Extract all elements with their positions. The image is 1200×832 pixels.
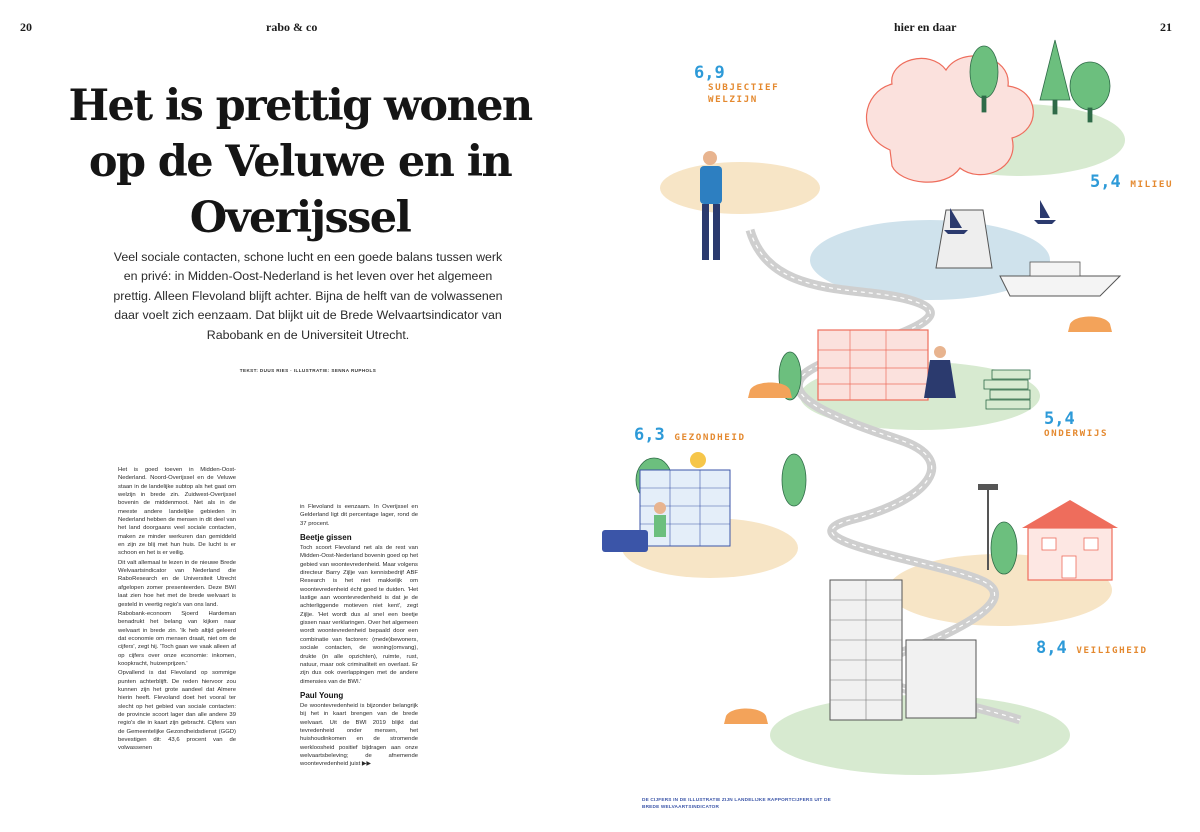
score-label-subjectief-welzijn bbox=[694, 64, 808, 106]
article-column-1 bbox=[118, 466, 236, 754]
body-paragraph: Dit valt allemaal te lezen in de nieuwe Brede Welvaartsindicator van Nederland die RaboResearch en de Universiteit Utrecht afgelopen zomer presenteerden. Deze BWI laat zien hoe het met de brede welvaart is gesteld in veertig regio's van ons land. bbox=[118, 559, 236, 608]
score-value: 6,9 bbox=[694, 63, 725, 83]
sun bbox=[690, 452, 706, 468]
camper-van bbox=[602, 530, 648, 552]
body-paragraph: in Flevoland is eenzaam. In Overijssel en Gelderland ligt dit percentage lager, rond de 37 procent. bbox=[300, 504, 418, 527]
car bbox=[724, 709, 768, 725]
subheading: Beetje gissen bbox=[300, 533, 352, 543]
body-paragraph: De woontevredenheid is bijzonder belangrijk bij het in kaart brengen van de brede welvaart. Uit de BWI 2019 blijkt dat tevredenheid onder mensen, het huishoudinkomen en de stromende werkloosheid positief bijdragen aan onze welvaartsbeleving; de afnemende woontevredenheid juist ▶▶ bbox=[300, 702, 418, 768]
car bbox=[1068, 317, 1112, 333]
school-building bbox=[818, 330, 928, 400]
article-credits: TEKST: DUUS RIES · ILLUSTRATIE: SENNA RUPHOLS bbox=[239, 368, 377, 373]
body-paragraph: Toch scoort Flevoland net als de rest van Midden-Oost-Nederland bovenin goed op het gebied van woontevredenheid. Maar volgens directeur Barry Zijlje van kennisbedrijf ABF Research is het niet makkelijk om woontevredenheid écht goed te duiden. 'Het lastige aan woontevredenheid is dat je de achterliggende motieven niet kent', zegt Zijlje. 'Het wordt dus al snel een beetje gissen naar verklaringen. Over het algemeen wordt woontevredenheid bepaald door een combinatie van factoren: (mede)bewoners, sociale contacten, de woning(omvang), drukte (in alle opzichten), ruimte, rust, natuur, maar ook criminaliteit en overlast. Er zijn dus ook overlappingen met de andere dimensies van de BWI.' bbox=[300, 545, 418, 685]
person bbox=[654, 502, 666, 537]
score-value: 5,4 bbox=[1090, 172, 1121, 192]
house-roof bbox=[1022, 500, 1118, 528]
illustration-caption: DE CIJFERS IN DE ILLUSTRATIE ZIJN LANDELIJKE RAPPORTCIJFERS UIT DE BREDE WELVAARTSINDICATOR bbox=[642, 797, 831, 809]
score-name: GEZONDHEID bbox=[674, 432, 746, 443]
body-paragraph: Opvallend is dat Flevoland op sommige punten achterblijft. De reden hiervoor zou kunnen zijn het grote aandeel dat Almere hierin heeft. Flevoland doet het vooral ter slecht op het gebied van sociale contacten: de provincie scoort lager dan alle andere 39 regio's die in kaart zijn gebracht. Cijfers van de Gemeentelijke Gezondheidsdienst (GGD) bevestigen dit: 43,6 procent van de volwassenen bbox=[118, 670, 236, 752]
score-label-milieu bbox=[1090, 172, 1173, 191]
article-lead: Veel sociale contacten, schone lucht en een goede balans tussen werk en privé: in Midden-Oost-Nederland is het leven over het algemeen prettig. Alleen Flevoland blijft achter. Bijna de helft van de volwassenen daar voelt zich eenzaam. Dat blijkt uit de Brede Welvaartsindicator van Rabobank en de Universiteit Utrecht. bbox=[113, 250, 503, 342]
cooling-tower bbox=[936, 210, 992, 268]
section-name-right: hier en daar bbox=[894, 20, 957, 34]
illustration-page bbox=[600, 0, 1200, 832]
lamp-head bbox=[978, 484, 998, 490]
health-building bbox=[640, 470, 730, 546]
score-name: VEILIGHEID bbox=[1076, 645, 1148, 656]
section-name-left: rabo & co bbox=[266, 20, 318, 34]
score-label-onderwijs bbox=[1044, 410, 1108, 440]
score-label-gezondheid bbox=[634, 425, 746, 444]
subheading: Paul Young bbox=[300, 690, 344, 700]
page-number-right: 21 bbox=[1160, 20, 1172, 34]
score-label-veiligheid bbox=[1036, 638, 1148, 657]
ground-patch bbox=[660, 162, 820, 214]
person bbox=[924, 346, 956, 398]
welfare-map-illustration bbox=[600, 0, 1200, 832]
article-column-2 bbox=[300, 503, 418, 770]
score-name: SUBJECTIEF WELZIJN bbox=[708, 82, 780, 105]
body-paragraph: Rabobank-econoom Sjoerd Hardeman benadrukt het belang van kijken naar welvaart in brede zin. 'Ik heb altijd geleerd dat economie om mensen draait, niet om de cijfers', zegt hij. 'Toch gaan we vaak alleen af op cijfers over onze economie: inkomen, koopkracht, huizenprijzen.' bbox=[118, 610, 236, 667]
page-number-left: 20 bbox=[20, 20, 32, 34]
body-paragraph: Het is goed toeven in Midden-Oost-Nederland. Noord-Overijssel en de Veluwe staan in de landelijke subtop als het gaat om welzijn in brede zin. Zuidwest-Overijssel bovenin de middenmoot. Net als in de meeste andere landelijke gebieden in Nederland hebben de mensen in dit deel van het land doorgaans veel sociale contacten, maken ze minder werkuren dan gemiddeld en zijn ze blij met hun huis. De lucht is er schoon en het is er veilig. bbox=[118, 467, 236, 557]
score-value: 8,4 bbox=[1036, 638, 1067, 658]
score-value: 5,4 bbox=[1044, 409, 1075, 429]
score-name: MILIEU bbox=[1130, 179, 1174, 190]
yacht-cabin bbox=[1030, 262, 1080, 276]
score-value: 6,3 bbox=[634, 425, 665, 445]
apartment-block-low bbox=[906, 640, 976, 718]
score-name: ONDERWIJS bbox=[1044, 428, 1109, 439]
yacht bbox=[1000, 276, 1120, 296]
article-headline: Het is prettig wonen op de Veluwe en in Overijssel bbox=[68, 81, 532, 243]
